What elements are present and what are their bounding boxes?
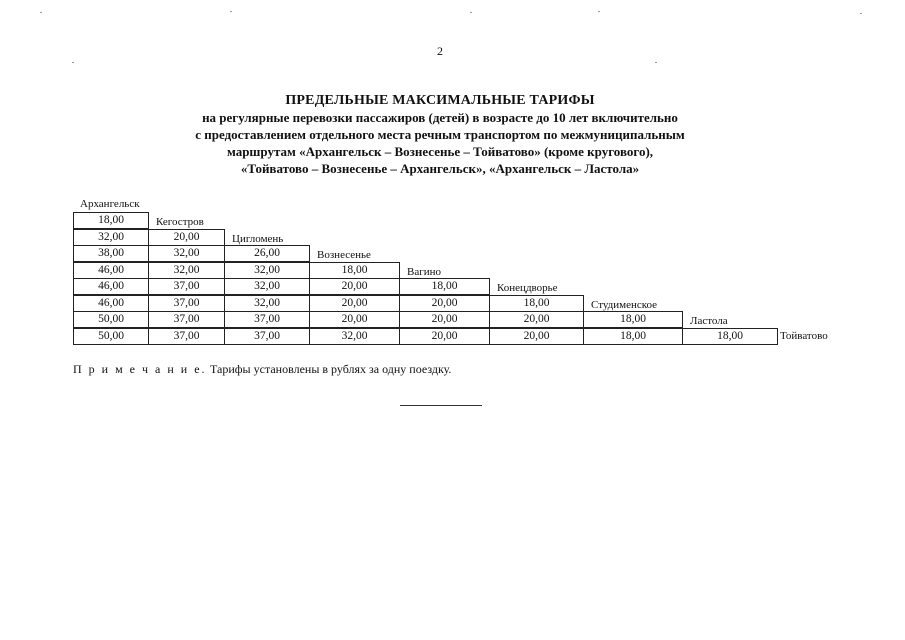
document-title: [0, 92, 880, 177]
fare-cell: 20,00: [148, 229, 225, 246]
fare-cell: 18,00: [489, 295, 584, 312]
fare-cell: 37,00: [148, 311, 225, 328]
station-label: Кегостров: [156, 216, 204, 228]
note-text: Тарифы установлены в рублях за одну поездку.: [210, 362, 452, 376]
station-label: Архангельск: [80, 198, 140, 210]
fare-cell: 18,00: [73, 212, 149, 229]
fare-cell: 37,00: [148, 295, 225, 312]
station-label: Цигломень: [232, 232, 284, 245]
fare-cell: 20,00: [399, 328, 490, 345]
fare-cell: 32,00: [148, 262, 225, 279]
fare-cell: 32,00: [148, 245, 225, 262]
fare-cell: 50,00: [73, 311, 149, 328]
fare-cell: 37,00: [224, 311, 310, 328]
station-label: Вагино: [407, 265, 442, 278]
fare-cell: 38,00: [73, 245, 149, 262]
fare-cell: 20,00: [489, 328, 584, 345]
fare-cell: 20,00: [399, 311, 490, 328]
fare-cell: 20,00: [399, 295, 490, 312]
fare-cell: 20,00: [309, 311, 400, 328]
fare-cell: 18,00: [309, 262, 400, 279]
fare-cell: 18,00: [682, 328, 778, 345]
fare-cell: 46,00: [73, 295, 149, 312]
title-line: с предоставлением отдельного места речным транспортом по межмуниципальным: [195, 127, 685, 142]
title-heading: ПРЕДЕЛЬНЫЕ МАКСИМАЛЬНЫЕ ТАРИФЫ: [285, 93, 595, 108]
fare-cell: 50,00: [73, 328, 149, 345]
fare-cell: 32,00: [224, 278, 310, 295]
fare-cell: 26,00: [224, 245, 310, 262]
note: [73, 362, 452, 377]
fare-cell: 32,00: [73, 229, 149, 246]
fare-cell: 37,00: [148, 328, 225, 345]
fare-cell: 18,00: [583, 311, 683, 328]
fare-cell: 32,00: [224, 295, 310, 312]
note-label: П р и м е ч а н и е.: [73, 362, 207, 376]
station-label: Вознесенье: [317, 249, 371, 261]
fare-cell: 32,00: [309, 328, 400, 345]
title-line: «Тойватово – Вознесенье – Архангельск», «Архангельск – Ластола»: [240, 161, 640, 176]
station-label: Конецдворье: [497, 282, 558, 294]
fare-cell: 46,00: [73, 278, 149, 295]
station-label: Студименское: [591, 298, 658, 311]
page-number: 2: [437, 44, 443, 58]
fare-cell: 20,00: [309, 278, 400, 295]
fare-cell: 18,00: [399, 278, 490, 295]
title-line: на регулярные перевозки пассажиров (детей) в возрасте до 10 лет включительно: [202, 110, 678, 125]
fare-cell: 46,00: [73, 262, 149, 279]
fare-cell: 20,00: [489, 311, 584, 328]
fare-cell: 20,00: [309, 295, 400, 312]
fare-cell: 18,00: [583, 328, 683, 345]
station-label: Ластола: [690, 315, 728, 327]
station-label: Тойватово: [780, 329, 828, 342]
fare-cell: 32,00: [224, 262, 310, 279]
title-line: маршрутам «Архангельск – Вознесенье – Тойватово» (кроме кругового),: [226, 144, 654, 159]
closing-rule: [400, 405, 482, 406]
fare-cell: 37,00: [148, 278, 225, 295]
fare-cell: 37,00: [224, 328, 310, 345]
